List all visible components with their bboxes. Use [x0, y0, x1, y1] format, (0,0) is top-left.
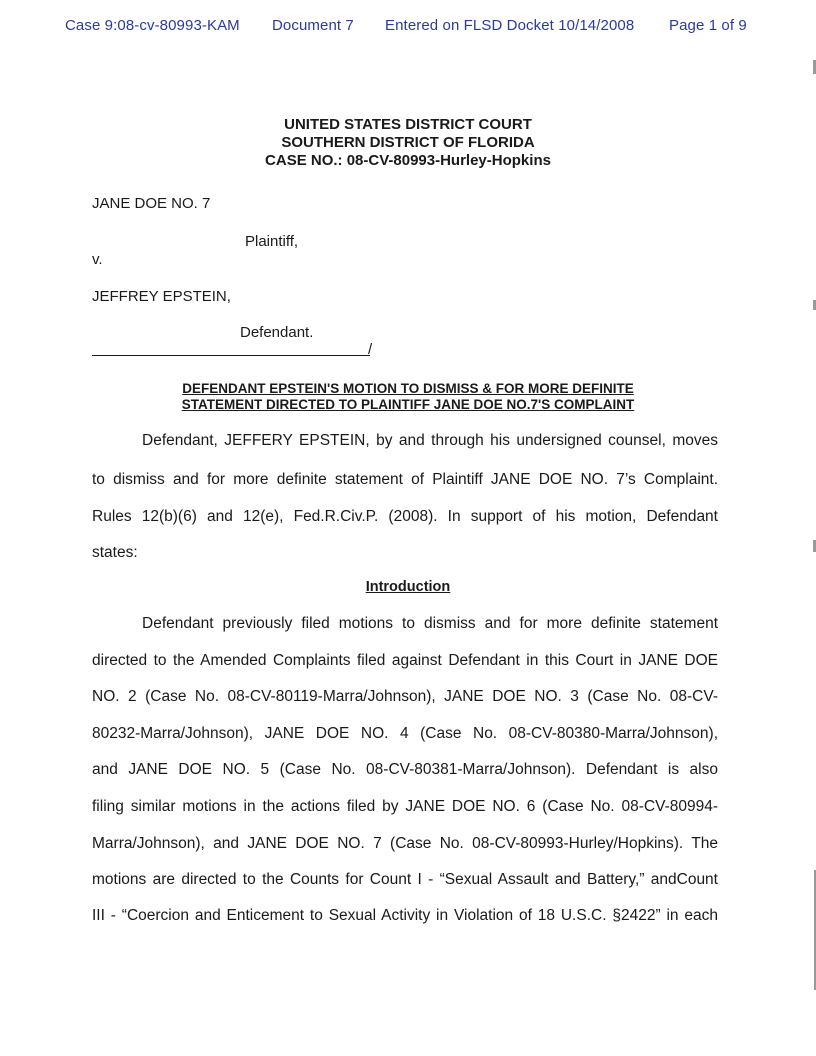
- body-paragraph-line: motions are directed to the Counts for Count I - “Sexual Assault and Battery,” andCount: [92, 871, 718, 888]
- motion-title-line-2: STATEMENT DIRECTED TO PLAINTIFF JANE DOE NO.7'S COMPLAINT: [181, 397, 635, 412]
- caption-slash: /: [368, 341, 373, 358]
- court-name: UNITED STATES DISTRICT COURT: [284, 116, 532, 133]
- defendant-name: JEFFREY EPSTEIN,: [92, 288, 231, 305]
- case-number-stamp: Case 9:08-cv-80993-KAM: [65, 17, 240, 34]
- body-paragraph-line: Defendant previously filed motions to dismiss and for more definite statement: [142, 615, 718, 632]
- body-paragraph-line: NO. 2 (Case No. 08-CV-80119-Marra/Johnson), JANE DOE NO. 3 (Case No. 08-CV-: [92, 688, 718, 705]
- plaintiff-role: Plaintiff,: [245, 233, 299, 250]
- introduction-heading: Introduction: [365, 579, 451, 595]
- intro-paragraph-line: Rules 12(b)(6) and 12(e), Fed.R.Civ.P. (2008). In support of his motion, Defendant: [92, 508, 718, 525]
- body-paragraph-line: 80232-Marra/Johnson), JANE DOE NO. 4 (Case No. 08-CV-80380-Marra/Johnson),: [92, 725, 718, 742]
- motion-title-line-1: DEFENDANT EPSTEIN'S MOTION TO DISMISS & FOR MORE DEFINITE: [182, 381, 634, 396]
- caption-divider-line: [92, 355, 370, 356]
- body-paragraph-line: directed to the Amended Complaints filed against Defendant in this Court in JANE DOE: [92, 652, 718, 669]
- page-count-stamp: Page 1 of 9: [669, 17, 747, 34]
- intro-paragraph-line: Defendant, JEFFERY EPSTEIN, by and through his undersigned counsel, moves: [142, 432, 718, 449]
- body-paragraph-line: filing similar motions in the actions filed by JANE DOE NO. 6 (Case No. 08-CV-80994-: [92, 798, 718, 815]
- intro-paragraph-line: states:: [92, 544, 138, 561]
- defendant-role: Defendant.: [240, 324, 314, 341]
- docket-entry-stamp: Entered on FLSD Docket 10/14/2008: [385, 17, 635, 34]
- intro-paragraph-line: to dismiss and for more definite statement of Plaintiff JANE DOE NO. 7’s Complaint.: [92, 471, 718, 488]
- body-paragraph-line: and JANE DOE NO. 5 (Case No. 08-CV-80381-Marra/Johnson). Defendant is also: [92, 761, 718, 778]
- document-number-stamp: Document 7: [272, 17, 354, 34]
- versus-label: v.: [92, 251, 103, 268]
- body-paragraph-line: III - “Coercion and Enticement to Sexual Activity in Violation of 18 U.S.C. §2422” in each: [92, 907, 718, 924]
- case-number: CASE NO.: 08-CV-80993-Hurley-Hopkins: [265, 152, 551, 169]
- plaintiff-name: JANE DOE NO. 7: [92, 195, 211, 212]
- body-paragraph-line: Marra/Johnson), and JANE DOE NO. 7 (Case No. 08-CV-80993-Hurley/Hopkins). The: [92, 835, 718, 852]
- district-name: SOUTHERN DISTRICT OF FLORIDA: [281, 134, 535, 151]
